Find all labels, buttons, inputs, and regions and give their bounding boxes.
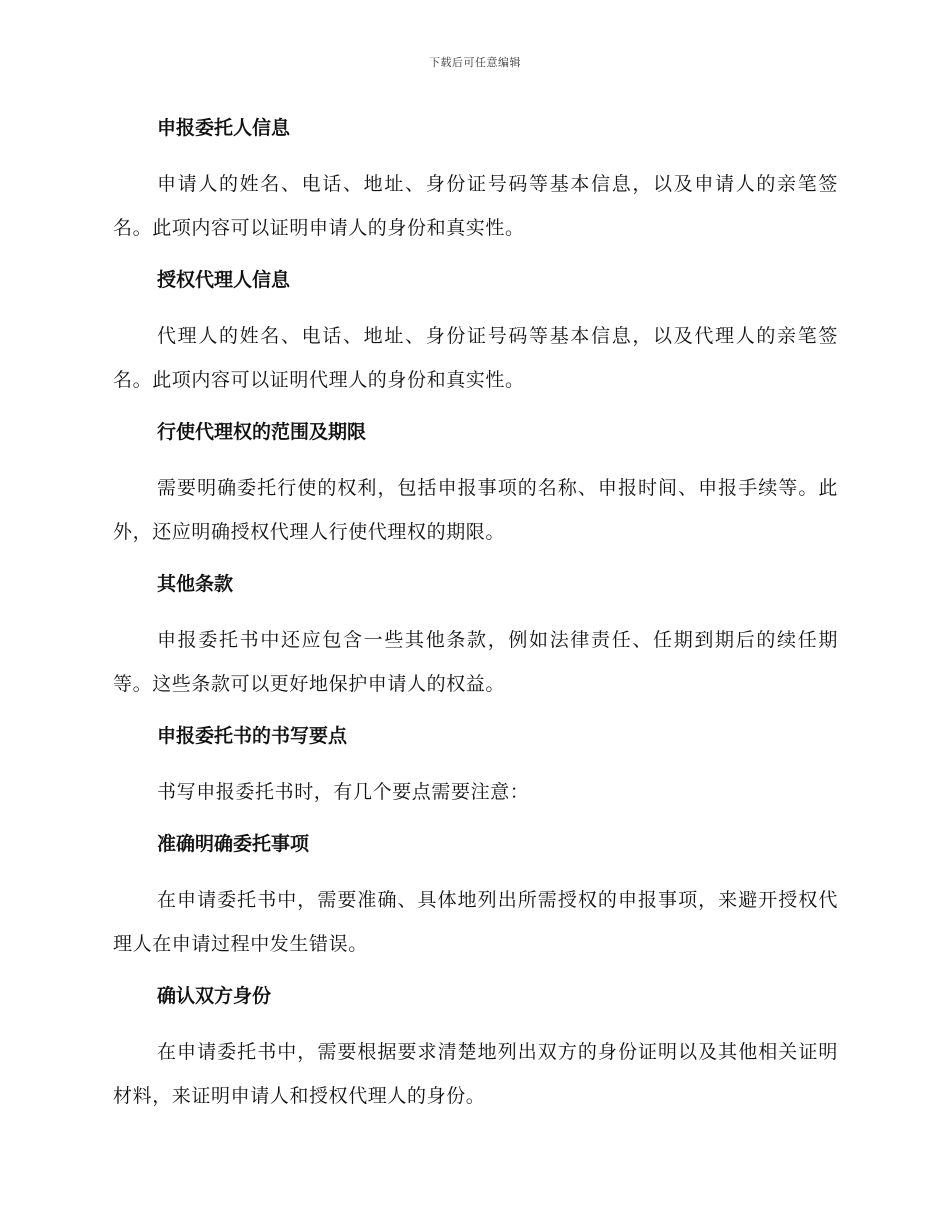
section-applicant-info	[113, 108, 838, 250]
section-writing-points	[113, 716, 838, 814]
section-paragraph: 申报委托书中还应包含一些其他条款，例如法律责任、任期到期后的续任期等。这些条款可以更好地保护申请人的权益。	[113, 629, 838, 695]
section-scope-and-term	[113, 412, 838, 554]
section-paragraph: 在申请委托书中，需要根据要求清楚地列出双方的身份证明以及其他相关证明材料，来证明申请人和授权代理人的身份。	[113, 1041, 838, 1107]
section-agent-info	[113, 260, 838, 402]
section-paragraph: 在申请委托书中，需要准确、具体地列出所需授权的申报事项，来避开授权代理人在申请过程中发生错误。	[113, 889, 838, 955]
section-heading: 授权代理人信息	[157, 269, 291, 291]
section-paragraph: 申请人的姓名、电话、地址、身份证号码等基本信息，以及申请人的亲笔签名。此项内容可以证明申请人的身份和真实性。	[113, 173, 838, 239]
section-heading: 行使代理权的范围及期限	[157, 421, 367, 443]
section-paragraph: 需要明确委托行使的权利，包括申报事项的名称、申报时间、申报手续等。此外，还应明确授权代理人行使代理权的期限。	[113, 477, 838, 543]
section-heading: 申报委托书的书写要点	[157, 725, 348, 747]
section-heading: 申报委托人信息	[157, 117, 291, 139]
section-heading: 其他条款	[157, 573, 234, 595]
section-paragraph: 书写申报委托书时，有几个要点需要注意：	[157, 781, 530, 803]
section-confirm-identities	[113, 976, 838, 1118]
document-body	[113, 108, 838, 1128]
section-heading: 确认双方身份	[157, 985, 272, 1007]
section-specify-matters	[113, 824, 838, 966]
section-paragraph: 代理人的姓名、电话、地址、身份证号码等基本信息，以及代理人的亲笔签名。此项内容可以证明代理人的身份和真实性。	[113, 325, 838, 391]
section-heading: 准确明确委托事项	[157, 833, 310, 855]
section-other-clauses	[113, 564, 838, 706]
page-header: 下载后可任意编辑	[429, 56, 521, 69]
